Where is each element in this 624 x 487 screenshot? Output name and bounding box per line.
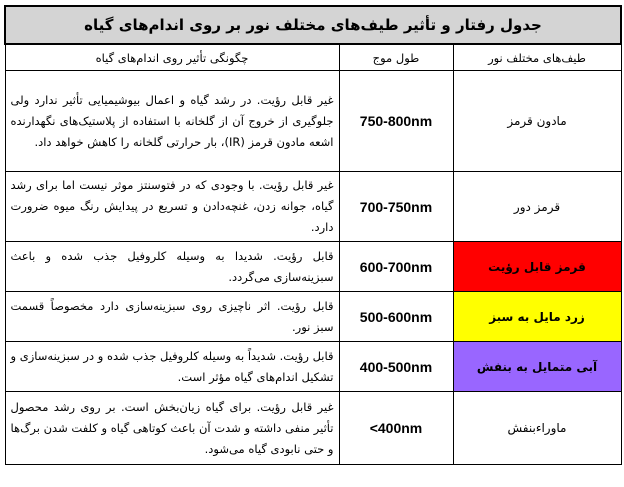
spectrum-name: مادون قرمز [453,71,621,172]
table-row [5,292,621,342]
spectrum-name: آبی متمایل به بنفش [453,342,621,392]
table-row [5,71,621,172]
light-spectrum-table-container [4,5,620,465]
header-wavelength: طول موج [339,44,453,71]
effect-description: غیر قابل رؤیت. در رشد گیاه و اعمال بیوشیمیایی تأثیر ندارد ولی جلوگیری از خروج آن از گلخانه با استفاده از پلاستیک‌های نگهدارنده اشعه مادون قرمز (IR)، بار حرارتی گلخانه را کاهش خواهد داد. [5,71,339,172]
spectrum-name: ماوراءبنفش [453,392,621,465]
wavelength-value: <400nm [339,392,453,465]
wavelength-value: 400-500nm [339,342,453,392]
wavelength-value: 500-600nm [339,292,453,342]
effect-description: قابل رؤیت. شدیدا به وسیله کلروفیل جذب شده و باعث سبزینه‌سازی می‌گردد. [5,242,339,292]
effect-description: قابل رؤیت. شدیداً به وسیله کلروفیل جذب شده و در سبزینه‌سازی و تشکیل اندام‌های گیاه مؤثر است. [5,342,339,392]
effect-description: غیر قابل رؤیت. برای گیاه زیان‌بخش است. بر روی رشد محصول تأثیر منفی داشته و شدت آن باعث کوتاهی گیاه و کلفت شدن برگ‌ها و حتی نابودی گیاه می‌شود. [5,392,339,465]
wavelength-value: 700-750nm [339,172,453,242]
header-effect: چگونگی تأثیر روی اندام‌های گیاه [5,44,339,71]
effect-description: قابل رؤیت. اثر ناچیزی روی سبزینه‌سازی دارد مخصوصاً قسمت سبز نور. [5,292,339,342]
light-spectrum-table [4,5,622,465]
spectrum-name: قرمز دور [453,172,621,242]
table-title: جدول رفتار و تأثیر طیف‌های مختلف نور بر روی اندام‌های گیاه [5,6,621,44]
spectrum-name: زرد مایل به سبز [453,292,621,342]
spectrum-name: قرمز قابل رؤیت [453,242,621,292]
effect-description: غیر قابل رؤیت. با وجودی که در فتوسنتز موثر نیست اما برای رشد گیاه، جوانه زدن، غنچه‌دادن و تسریع در پیدایش رنگ میوه ضرورت دارد. [5,172,339,242]
table-row [5,392,621,465]
wavelength-value: 600-700nm [339,242,453,292]
table-row [5,172,621,242]
table-row [5,242,621,292]
header-spectrum: طیف‌های مختلف نور [453,44,621,71]
table-row [5,342,621,392]
wavelength-value: 750-800nm [339,71,453,172]
